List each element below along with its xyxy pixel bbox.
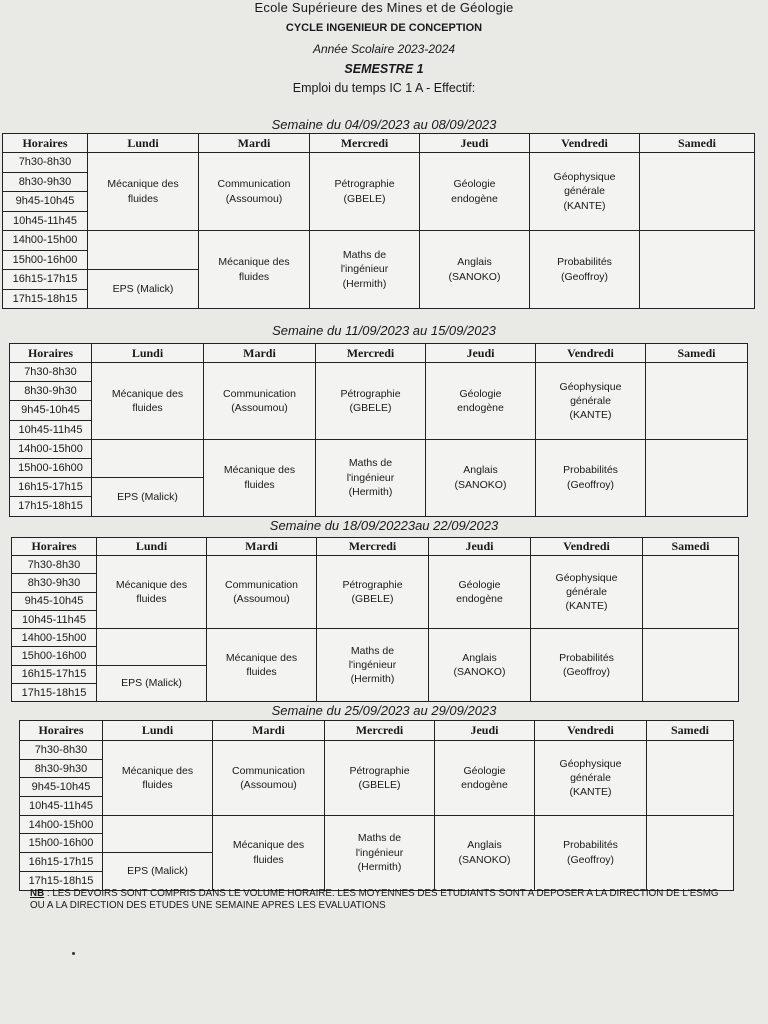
course-line: l'ingénieur [346,471,395,484]
time-slot: 15h00-16h00 [10,458,92,477]
cell-sat-am [647,741,734,816]
course-line: (GBELE) [351,593,394,606]
course-thu-am [429,556,531,629]
course-line: (GBELE) [358,778,401,791]
course-line: Communication [232,764,305,777]
course-line: générale [564,185,605,198]
course-line: Maths de [350,645,395,658]
column-header-sat: Samedi [646,344,748,363]
time-slot: 16h15-17h15 [12,665,97,683]
time-slot: 15h00-16h00 [20,834,103,853]
course-line: (GBELE) [343,192,386,205]
footnote-label: NB [30,888,45,899]
course-line: Anglais [457,256,492,269]
cell-sat-am [646,363,748,440]
course-line: fluides [127,192,159,205]
course-mon-am [103,741,213,816]
column-header-tue: Mardi [207,538,317,556]
course-line: (SANOKO) [453,666,506,679]
course-line: (SANOKO) [454,478,507,491]
cell-sat-pm [647,815,734,890]
course-line: Maths de [342,249,387,262]
column-header-mon: Lundi [97,538,207,556]
time-slot: 17h15-18h15 [20,871,103,890]
course-line: (Geoffroy) [566,478,615,491]
time-row [12,556,739,574]
time-slot: 16h15-17h15 [20,853,103,872]
course-wed-pm [310,231,420,309]
course-tue-pm [199,231,310,309]
time-slot: 7h30-8h30 [20,741,103,760]
course-line: (SANOKO) [448,270,501,283]
week-4-title: Semaine du 25/09/2023 au 29/09/2023 [271,703,497,718]
course-mon-am [92,363,204,440]
column-header-sat: Samedi [640,134,755,153]
column-header-hours: Horaires [20,721,103,741]
course-line: Communication [225,578,298,591]
time-slot: 9h45-10h45 [12,592,97,610]
time-slot: 14h00-15h00 [12,629,97,647]
school-year: Année Scolaire 2023-2024 [312,42,456,56]
time-row [12,629,739,647]
course-line: Anglais [462,652,497,665]
course-line: Communication [217,178,291,191]
time-slot: 10h45-11h45 [3,211,88,231]
column-header-tue: Mardi [213,721,325,741]
time-slot: 16h15-17h15 [10,478,92,497]
course-line: endogène [456,593,503,606]
course-line: (Assoumou) [225,192,283,205]
course-line: fluides [136,593,167,606]
course-tue-am [213,741,325,816]
semester-title: SEMESTRE 1 [344,62,424,76]
time-slot: 9h45-10h45 [20,778,103,797]
course-line: Communication [223,387,296,400]
course-line: Géophysique [555,571,618,584]
column-header-mon: Lundi [88,134,199,153]
time-row [3,153,755,173]
course-line: Maths de [348,457,393,470]
course-line: endogène [457,401,504,414]
week-1-title: Semaine du 04/09/2023 au 08/09/2023 [271,117,497,132]
course-fri-am [536,363,646,440]
time-row [10,363,748,382]
column-header-tue: Mardi [199,134,310,153]
course-wed-am [316,363,426,440]
course-line: Mécanique des [107,178,179,191]
course-line: Probabilités [563,839,618,852]
course-line: Anglais [467,839,502,852]
time-slot: 7h30-8h30 [10,363,92,382]
course-line: (Hermith) [357,860,402,873]
course-line: Mécanique des [232,839,305,852]
course-line: Pétrographie [340,387,401,400]
column-header-wed: Mercredi [317,538,429,556]
course-thu-pm [435,815,535,890]
week-4-table [19,720,734,891]
course-line: Mécanique des [223,464,296,477]
course-wed-pm [316,439,426,516]
course-fri-pm [531,629,643,702]
time-slot: 17h15-18h15 [10,497,92,516]
course-line: EPS (Malick) [117,490,178,503]
column-header-thu: Jeudi [435,721,535,741]
course-line: (Hermith) [348,485,393,498]
course-line: EPS (Malick) [112,282,174,295]
course-line: Maths de [357,832,402,845]
time-slot: 8h30-9h30 [20,759,103,778]
course-line: Mécanique des [115,578,188,591]
column-header-sat: Samedi [643,538,739,556]
course-line: (Geoffroy) [562,666,611,679]
cell-sat-pm [643,629,739,702]
course-line: l'ingénieur [355,846,404,859]
course-line: endogène [461,778,508,791]
course-line: Géologie [453,178,496,191]
week-2-table [9,343,748,517]
course-line: Géophysique [553,171,616,184]
course-line: endogène [451,192,498,205]
week-3-table [11,537,739,702]
course-line: générale [570,771,611,784]
week-3-title: Semaine du 18/09/20223au 22/09/2023 [269,518,499,533]
column-header-tue: Mardi [204,344,316,363]
course-line: Pétrographie [342,578,403,591]
time-slot: 17h15-18h15 [12,684,97,702]
course-fri-pm [530,231,640,309]
course-line: (Geoffroy) [566,853,615,866]
column-header-wed: Mercredi [316,344,426,363]
course-line: fluides [244,478,275,491]
column-header-sat: Samedi [647,721,734,741]
course-line: EPS (Malick) [121,677,182,690]
course-line: Probabilités [557,256,612,269]
time-slot: 8h30-9h30 [3,172,88,192]
course-fri-pm [535,815,647,890]
course-thu-am [420,153,530,231]
course-wed-am [310,153,420,231]
course-line: (KANTE) [563,199,606,212]
time-row [10,439,748,458]
course-line: l'ingénieur [348,659,397,672]
course-tue-am [207,556,317,629]
course-line: Probabilités [563,464,618,477]
week-1-table [2,133,755,309]
course-mon-am [97,556,207,629]
column-header-mon: Lundi [103,721,213,741]
column-header-wed: Mercredi [310,134,420,153]
course-line: Anglais [463,464,498,477]
course-wed-pm [317,629,429,702]
cell-mon-pm-empty [88,231,199,270]
course-line: fluides [132,401,163,414]
school-name: Ecole Supérieure des Mines et de Géologie [254,0,514,15]
course-tue-am [199,153,310,231]
course-line: Probabilités [559,652,614,665]
cell-mon-pm-empty [92,439,204,477]
column-header-hours: Horaires [12,538,97,556]
course-tue-pm [204,439,316,516]
cell-sat-am [640,153,755,231]
time-slot: 10h45-11h45 [20,797,103,816]
course-line: (Assoumou) [240,778,297,791]
course-line: Géologie [463,764,506,777]
course-mon-pm [97,665,207,702]
column-header-fri: Vendredi [536,344,646,363]
time-slot: 15h00-16h00 [3,250,88,270]
time-row [20,815,734,834]
course-line: (Geoffroy) [560,270,609,283]
cell-sat-am [643,556,739,629]
time-slot: 9h45-10h45 [10,401,92,420]
time-slot: 15h00-16h00 [12,647,97,665]
course-wed-am [325,741,435,816]
column-header-fri: Vendredi [530,134,640,153]
course-line: (KANTE) [569,408,612,421]
header-row [10,344,748,363]
course-line: générale [570,394,611,407]
course-fri-pm [536,439,646,516]
course-mon-pm [88,270,199,309]
cycle-title: CYCLE INGENIEUR DE CONCEPTION [285,22,483,34]
time-slot: 8h30-9h30 [10,382,92,401]
time-slot: 14h00-15h00 [3,231,88,251]
footnote [30,888,730,912]
course-line: EPS (Malick) [127,865,188,878]
course-wed-pm [325,815,435,890]
cell-mon-pm-empty [97,629,207,666]
time-slot: 9h45-10h45 [3,192,88,212]
column-header-fri: Vendredi [531,538,643,556]
column-header-hours: Horaires [10,344,92,363]
course-line: (Assoumou) [233,593,290,606]
course-thu-pm [426,439,536,516]
column-header-thu: Jeudi [420,134,530,153]
column-header-thu: Jeudi [426,344,536,363]
course-fri-am [531,556,643,629]
course-line: Mécanique des [225,652,298,665]
course-line: Géologie [458,578,501,591]
footnote-text: : LES DEVOIRS SONT COMPRIS DANS LE VOLUME HORAIRE. LES MOYENNES DES ETUDIANTS SONT A DEPOSER A LA DIRECTION DE L'ESMG OU A LA DIRECTION DES ETUDES UNE SEMAINE APRES LES EVALUATIONS [30,888,719,912]
course-line: Pétrographie [334,178,395,191]
column-header-thu: Jeudi [429,538,531,556]
time-slot: 10h45-11h45 [10,420,92,439]
course-line: l'ingénieur [340,263,389,276]
course-mon-pm [103,853,213,890]
course-line: Mécanique des [218,256,290,269]
course-line: Pétrographie [349,764,410,777]
week-2-title: Semaine du 11/09/2023 au 15/09/2023 [272,323,496,338]
course-wed-am [317,556,429,629]
course-tue-pm [207,629,317,702]
header-row [20,721,734,741]
course-line: Mécanique des [121,764,194,777]
cell-sat-pm [646,439,748,516]
column-header-mon: Lundi [92,344,204,363]
time-slot: 16h15-17h15 [3,270,88,290]
time-slot: 10h45-11h45 [12,610,97,628]
course-mon-am [88,153,199,231]
time-slot: 7h30-8h30 [3,153,88,173]
time-row [3,231,755,251]
time-slot: 14h00-15h00 [20,815,103,834]
course-line: fluides [253,853,284,866]
course-line: (GBELE) [349,401,392,414]
course-thu-am [435,741,535,816]
course-line: Géophysique [559,380,622,393]
course-thu-pm [429,629,531,702]
column-header-wed: Mercredi [325,721,435,741]
course-line: (SANOKO) [458,853,511,866]
time-slot: 8h30-9h30 [12,574,97,592]
time-slot: 7h30-8h30 [12,556,97,574]
course-line: (Hermith) [350,673,395,686]
schedule-title: Emploi du temps IC 1 A - Effectif: [292,81,476,95]
time-slot: 17h15-18h15 [3,289,88,309]
stray-mark [72,952,75,955]
time-slot: 14h00-15h00 [10,439,92,458]
cell-sat-pm [640,231,755,309]
course-line: (KANTE) [569,785,612,798]
header-row [3,134,755,153]
course-fri-am [535,741,647,816]
course-line: (Hermith) [342,277,387,290]
cell-mon-pm-empty [103,815,213,852]
course-line: fluides [238,270,270,283]
course-fri-am [530,153,640,231]
column-header-hours: Horaires [3,134,88,153]
course-mon-pm [92,478,204,516]
header-row [12,538,739,556]
course-line: Mécanique des [111,387,184,400]
course-tue-am [204,363,316,440]
time-row [20,741,734,760]
course-thu-pm [420,231,530,309]
course-line: (Assoumou) [231,401,288,414]
course-line: Géologie [459,387,502,400]
course-line: fluides [142,778,173,791]
course-line: fluides [246,666,277,679]
column-header-fri: Vendredi [535,721,647,741]
course-line: Géophysique [559,757,622,770]
course-tue-pm [213,815,325,890]
course-line: générale [566,586,607,598]
course-line: (KANTE) [565,600,608,613]
course-thu-am [426,363,536,440]
